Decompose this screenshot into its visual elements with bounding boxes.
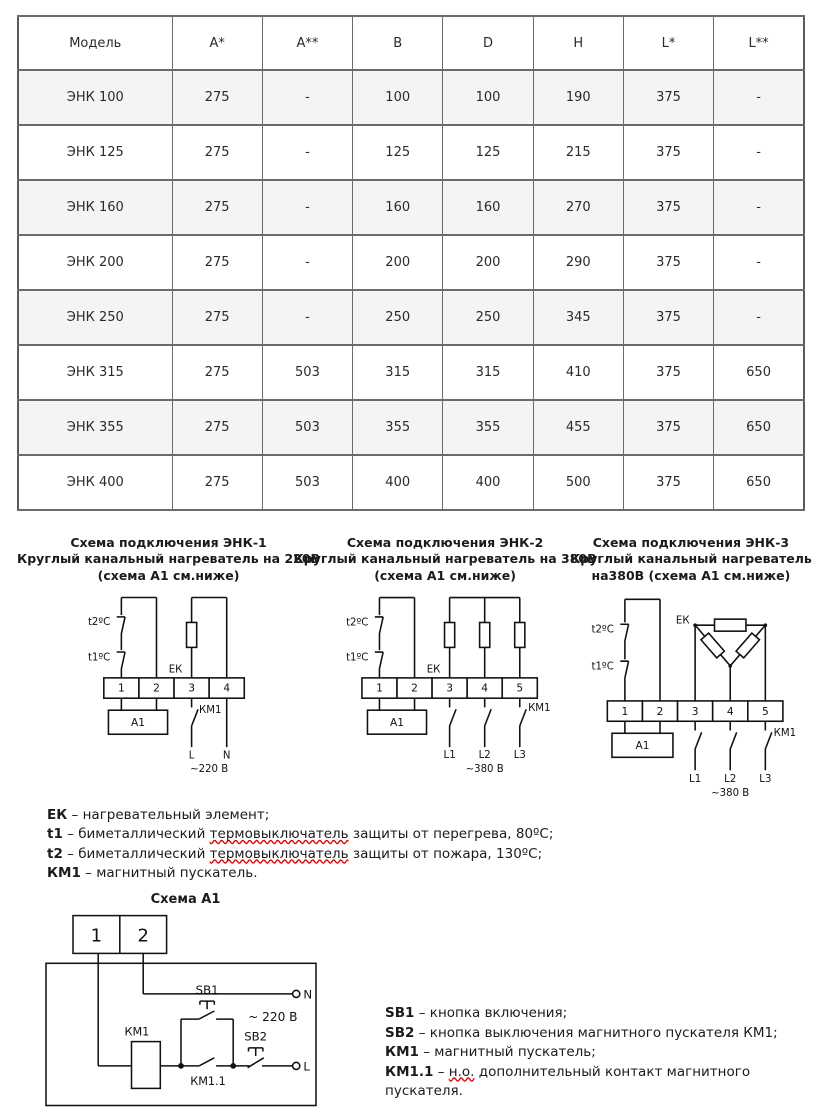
table-row [18,290,804,345]
value-cell: 455 [533,400,623,455]
value-cell: 200 [353,235,443,290]
schema-a1-section [17,892,805,1115]
km1-label: КМ1 [124,1025,150,1039]
km1-label: КМ1 [528,702,551,714]
sb2-label: SB2 [244,1029,268,1044]
value-cell: - [714,235,804,290]
value-cell: 503 [262,400,352,455]
value-cell: 500 [533,455,623,510]
value-cell: - [714,125,804,180]
column-header-a1: A* [172,16,262,70]
diagram-enk2-title [294,535,597,584]
voltage-label: ~380 В [711,787,750,798]
legend-text: – магнитный пускатель. [80,865,258,882]
phase-label: L3 [513,749,526,761]
terminal-number: 2 [137,925,149,947]
a1-label: А1 [635,738,650,752]
value-cell: - [262,290,352,345]
value-cell: 315 [353,345,443,400]
value-cell: 190 [533,70,623,125]
ek-label: ЕК [426,664,441,676]
ek-label: ЕК [168,664,183,676]
column-header-l1: L* [623,16,713,70]
connection-diagrams-row [17,535,812,802]
legend-item [47,806,805,826]
sb1-actuator [200,1001,214,1009]
table-row [18,455,804,510]
km11-label: КМ1.1 [190,1074,226,1088]
schema-a1-diagram [37,911,375,1115]
table-row [18,235,804,290]
t2-label: t2ºC [87,616,111,628]
sb1-label: SB1 [195,982,219,997]
title-line: на380В (схема А1 см.ниже) [591,567,791,583]
phase-label: L3 [759,773,772,785]
value-cell: 355 [353,400,443,455]
value-cell: 345 [533,290,623,345]
km1-contacts [450,698,527,747]
thermal-switch-loop [375,597,415,677]
diagram-enk1 [17,535,320,802]
size-table-body [18,70,804,510]
legend-term: ЕК [47,806,68,823]
km1-label: КМ1 [774,727,797,739]
legend-text: – нагревательный элемент; [67,806,270,823]
legend-term: t1 [47,826,63,843]
value-cell: 375 [623,400,713,455]
heater-element [445,622,455,647]
t2-label: t2ºC [591,624,615,636]
table-header-row [18,16,804,70]
heater-loop [187,597,227,677]
legend-text: – биметаллический [62,826,210,843]
value-cell: 215 [533,125,623,180]
phase-label: L2 [478,749,491,761]
value-cell: 250 [443,290,533,345]
legend-term: SB2 [385,1024,415,1041]
value-cell: 503 [262,345,352,400]
terminal-number: 5 [762,704,770,718]
value-cell: 275 [172,400,262,455]
legend-text: – кнопка включения; [414,1005,568,1021]
value-cell: 400 [443,455,533,510]
terminal-number: 4 [223,681,231,695]
voltage-label: ~ 220 В [248,1009,298,1024]
value-cell: 375 [623,180,713,235]
value-cell: 100 [443,70,533,125]
legend-item [385,1063,805,1102]
legend-text: – биметаллический [62,845,210,862]
value-cell: 355 [443,400,533,455]
terminal-number: 1 [90,925,103,947]
enk3-circuit-diagram [575,590,806,802]
table-row [18,180,804,235]
value-cell: 650 [714,345,804,400]
value-cell: 275 [172,235,262,290]
column-header-d: D [443,16,533,70]
value-cell: 375 [623,70,713,125]
value-cell: 275 [172,290,262,345]
table-row [18,70,804,125]
value-cell: 375 [623,235,713,290]
model-cell: ЭНК 160 [18,180,172,235]
value-cell: - [262,180,352,235]
value-cell: 503 [262,455,352,510]
heater-element [187,622,197,647]
table-row [18,400,804,455]
value-cell: 315 [443,345,533,400]
heater-bus [445,597,525,677]
model-cell: ЭНК 250 [18,290,172,345]
diagram-enk2 [293,535,597,802]
value-cell: 100 [353,70,443,125]
legend-text: – кнопка выключения магнитного пускателя КМ1; [414,1024,778,1041]
model-cell: ЭНК 200 [18,235,172,290]
value-cell: 375 [623,290,713,345]
legend-term: КМ1 [47,865,81,882]
legend-text: защиты от перегрева, 80ºС; [348,826,554,843]
value-cell: - [714,290,804,345]
legend-text-underlined: термовыключатель [209,826,349,843]
enk2-circuit-diagram [325,590,565,779]
terminal-number: 3 [188,681,196,695]
value-cell: - [714,70,804,125]
legend-text-underlined: термовыключатель [209,845,349,862]
km1-contacts [696,721,773,770]
legend-text: защиты от пожара, 130ºС; [348,845,543,862]
value-cell: 270 [533,180,623,235]
title-line: Круглый канальный нагреватель [570,551,812,567]
km1-label: КМ1 [199,704,222,716]
value-cell: 125 [443,125,533,180]
sb1-contact [199,1011,214,1019]
value-cell: 375 [623,125,713,180]
value-cell: 375 [623,345,713,400]
value-cell: 275 [172,180,262,235]
terminal-number: 1 [376,681,383,695]
heater-element [715,619,746,631]
terminal-number: 3 [446,681,454,695]
value-cell: 375 [623,455,713,510]
value-cell: 250 [353,290,443,345]
thermal-switch-loop [621,599,661,701]
a1-label: А1 [390,715,405,729]
diagram-enk3-title [570,535,812,584]
t2-label: t2ºC [346,617,369,629]
model-cell: ЭНК 125 [18,125,172,180]
title-line: Схема подключения ЭНК-3 [592,535,790,550]
title-line: Схема подключения ЭНК-2 [346,535,544,550]
phase-label: L [188,750,195,762]
title-line: Круглый канальный нагреватель на 380В [293,551,597,567]
legend-item [47,845,805,865]
terminal-number: 2 [657,704,664,718]
heater-element [515,622,525,647]
legend-text: – магнитный пускатель; [418,1044,596,1061]
phase-label: L2 [724,773,737,785]
dimensions-table [17,15,805,511]
schema-a1-block [37,892,375,1115]
component-legend [47,806,805,884]
sb2-actuator [249,1048,263,1056]
l-label: L [303,1059,310,1074]
column-header-a2: A** [262,16,352,70]
value-cell: 160 [443,180,533,235]
value-cell: 275 [172,455,262,510]
voltage-label: ~380 В [465,763,504,775]
legend-term: КМ1.1 [385,1063,434,1080]
terminal-number: 5 [516,681,524,695]
thermal-switch-loop [117,597,157,677]
enk1-circuit-diagram [53,590,284,779]
heater-element [480,622,490,647]
terminal-number: 3 [692,704,699,718]
model-cell: ЭНК 315 [18,345,172,400]
column-header-b: B [353,16,443,70]
legend-term: SB1 [385,1005,415,1021]
column-header-l2: L** [714,16,804,70]
column-header-model: Модель [18,16,172,70]
terminal-number: 1 [118,681,125,695]
terminal-number: 4 [481,681,489,695]
value-cell: 410 [533,345,623,400]
legend-text: дополнительный контакт магнитного пускателя. [385,1063,751,1100]
value-cell: 650 [714,400,804,455]
legend-term: t2 [47,845,63,862]
title-line: Круглый канальный нагреватель на 220В [17,551,321,567]
legend-text-underlined: н.о. [448,1063,475,1080]
value-cell: 125 [353,125,443,180]
value-cell: - [262,70,352,125]
heater-element [736,633,759,658]
terminal-number: 4 [727,704,735,718]
heater-element [701,633,724,658]
title-line: (схема А1 см.ниже) [97,567,240,583]
km1-coil [132,1042,161,1089]
column-header-h: H [533,16,623,70]
value-cell: - [262,235,352,290]
phase-label: N [222,750,231,762]
a1-label: А1 [131,715,146,729]
n-label: N [303,987,313,1002]
legend-item [385,1024,805,1044]
diagram-enk1-title [17,535,320,584]
n-terminal [293,990,300,997]
phase-label: L1 [689,773,702,785]
t1-label: t1ºC [591,661,615,673]
model-cell: ЭНК 355 [18,400,172,455]
value-cell: 275 [172,345,262,400]
legend-term: КМ1 [385,1044,419,1061]
value-cell: 400 [353,455,443,510]
value-cell: 275 [172,125,262,180]
value-cell: 160 [353,180,443,235]
table-row [18,125,804,180]
terminal-number: 1 [621,704,629,718]
diagram-enk3 [570,535,812,802]
value-cell: - [262,125,352,180]
legend-item [385,1043,805,1063]
model-cell: ЭНК 400 [18,455,172,510]
terminal-number: 2 [153,681,160,695]
schema-a1-title: Схема А1 [150,892,221,907]
value-cell: 275 [172,70,262,125]
table-row [18,345,804,400]
value-cell: - [714,180,804,235]
phase-label: L1 [443,749,456,761]
model-cell: ЭНК 100 [18,70,172,125]
t1-label: t1ºC [87,652,111,664]
terminal-number: 2 [411,681,418,695]
legend-item [385,1004,805,1024]
schema-a1-legend [385,1004,805,1115]
title-line: Схема подключения ЭНК-1 [70,535,267,550]
legend-text: – [433,1063,449,1080]
value-cell: 650 [714,455,804,510]
legend-item [47,825,805,845]
legend-item [47,864,805,884]
delta-heater [694,619,768,701]
value-cell: 290 [533,235,623,290]
voltage-label: ~220 В [190,763,229,775]
sb2-contact [248,1058,264,1068]
t1-label: t1ºC [346,652,369,664]
ek-label: ЕК [676,615,690,627]
l-terminal [293,1062,300,1069]
title-line: (схема А1 см.ниже) [374,567,516,583]
terminal-box [73,916,167,954]
value-cell: 200 [443,235,533,290]
